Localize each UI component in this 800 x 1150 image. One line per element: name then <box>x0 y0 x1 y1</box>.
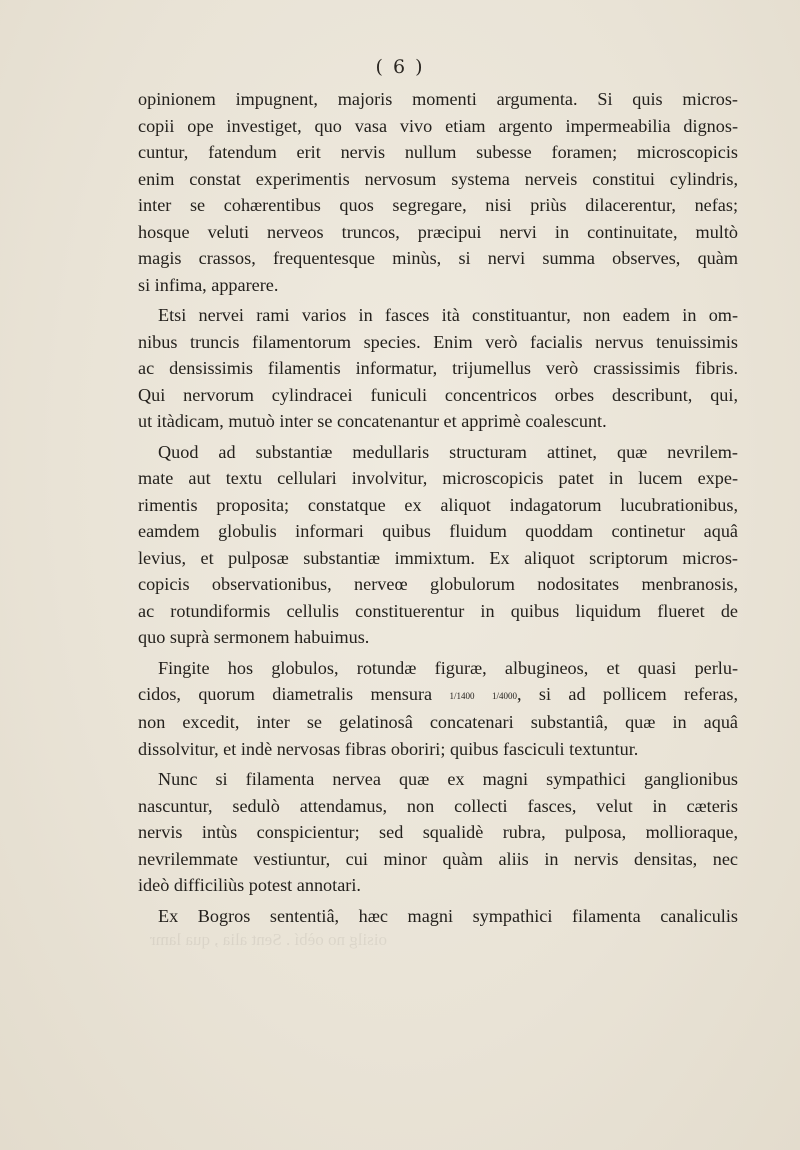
fraction-line-after: , si ad pollicem referas, <box>516 684 738 704</box>
paragraph-5 <box>138 766 738 899</box>
page-number: ( 6 ) <box>375 56 425 78</box>
fraction-line-before: cidos, quorum diametralis mensura <box>138 684 433 704</box>
text-line: rimentis proposita; constatque ex aliquot indagatorum lucubrationibus, <box>138 494 738 515</box>
text-line: inter se cohærentibus quos segregare, nisi priùs dilacerentur, nefas; <box>138 195 738 215</box>
paragraph-1 <box>138 86 738 298</box>
text-line: cuntur, fatendum erit nervis nullum subesse foramen; microscopicis <box>138 142 738 162</box>
text-line: Qui nervorum cylindracei funiculi concentricos orbes describunt, qui, <box>138 384 738 405</box>
text-line: quo suprà sermonem habuimus. <box>138 627 370 647</box>
paragraph-2 <box>138 302 738 435</box>
text-line: ut itàdicam, mutuò inter se concatenantur et apprimè coalescunt. <box>138 411 607 431</box>
text-line: non excedit, inter se gelatinosâ concatenari substantiâ, quæ in aquâ <box>138 712 738 733</box>
text-line: levius, et pulposæ substantiæ immixtum. Ex aliquot scriptorum micros- <box>138 547 738 568</box>
text-line: Nunc si filamenta nervea quæ ex magni sympathici ganglionibus <box>158 769 738 790</box>
fraction-2: 1/4000 <box>491 690 517 701</box>
show-through-text: oisilg no oèbí . Sent alia , qua lamr <box>150 930 388 949</box>
text-line: dissolvitur, et indè nervosas fibras oboriri; quibus fasciculi textuntur. <box>138 738 639 759</box>
fraction-1: 1/1400 <box>449 690 475 701</box>
text-line: magis crassos, frequentesque minùs, si nervi summa observes, quàm <box>138 248 738 268</box>
text-line: Ex Bogros sententiâ, hæc magni sympathici filamenta canaliculis <box>158 905 738 926</box>
text-line: ideò difficiliùs potest annotari. <box>138 875 361 896</box>
text-line: nervis intùs conspicientur; sed squalidè rubra, pulposa, mollioraque, <box>138 822 738 843</box>
body-text <box>138 86 738 929</box>
text-line: hosque veluti nerveos truncos, præcipui nervi in continuitate, multò <box>138 221 738 242</box>
text-line: Quod ad substantiæ medullaris structuram attinet, quæ nevrilem- <box>158 441 738 462</box>
text-line: nascuntur, sedulò attendamus, non collecti fasces, velut in cæteris <box>138 795 738 816</box>
paragraph-3 <box>138 439 738 651</box>
text-line: copicis observationibus, nerveœ globulorum nodositates menbranosis, <box>138 574 738 594</box>
text-line: ac densissimis filamentis informatur, trijumellus verò crassissimis fibris. <box>138 358 738 378</box>
text-line-with-fraction <box>138 681 738 709</box>
text-line: opinionem impugnent, majoris momenti argumenta. Si quis micros- <box>138 89 738 109</box>
text-line: nevrilemmate vestiuntur, cui minor quàm aliis in nervis densitas, nec <box>138 848 738 869</box>
paragraph-4 <box>138 655 738 763</box>
text-line: ac rotundiformis cellulis constituerentur in quibus liquidum flueret de <box>138 600 738 621</box>
text-line: Etsi nervei rami varios in fasces ità constituantur, non eadem in om- <box>158 305 738 325</box>
text-line: eamdem globulis informari quibus fluidum quoddam continetur aquâ <box>138 521 738 541</box>
text-line: enim constat experimentis nervosum systema nerveis constitui cylindris, <box>138 168 738 189</box>
text-line: nibus truncis filamentorum species. Enim verò facialis nervus tenuissimis <box>138 331 738 352</box>
text-line: si infima, apparere. <box>138 274 279 295</box>
text-line: copii ope investiget, quo vasa vivo etiam argento impermeabilia dignos- <box>138 115 738 136</box>
text-line: Fingite hos globulos, rotundæ figuræ, albugineos, et quasi perlu- <box>158 657 738 678</box>
paragraph-6 <box>138 903 738 930</box>
text-line: mate aut textu cellulari involvitur, microscopicis patet in lucem expe- <box>138 468 738 488</box>
